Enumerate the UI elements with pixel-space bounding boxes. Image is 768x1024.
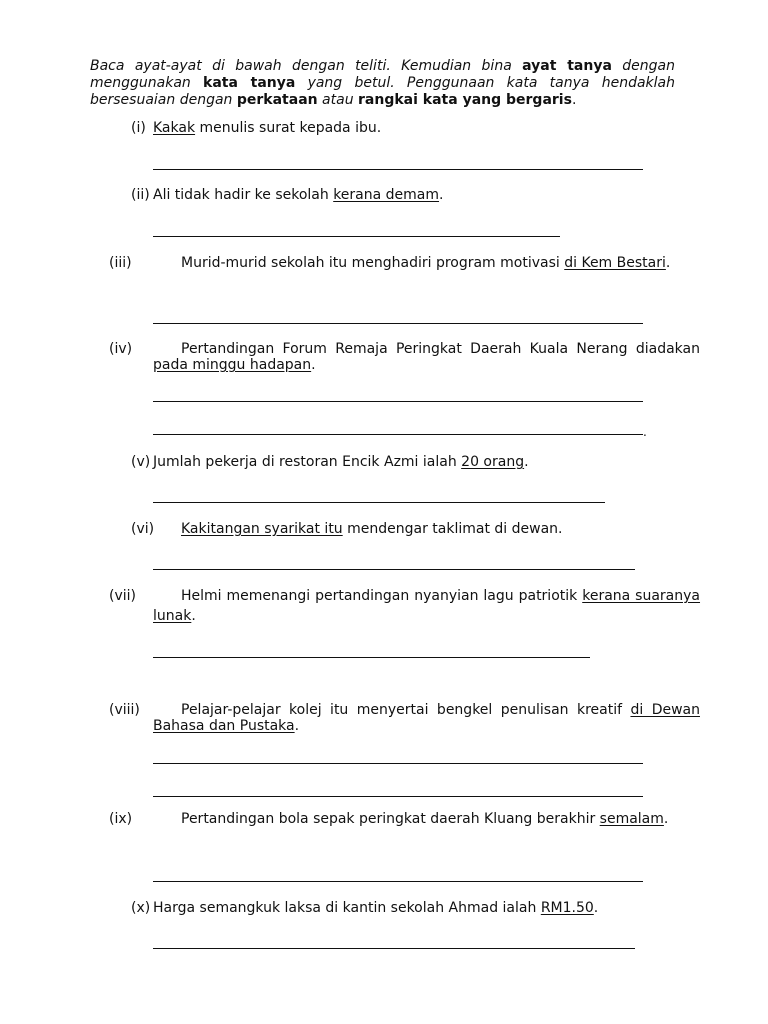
question-number: (i) bbox=[131, 120, 146, 136]
instructions-text-4: atau bbox=[317, 92, 359, 108]
instructions-bold-2: kata tanya bbox=[203, 75, 296, 91]
instructions-bold-1: ayat tanya bbox=[522, 58, 612, 74]
question-4 bbox=[109, 341, 700, 373]
question-3 bbox=[109, 253, 700, 273]
underlined-phrase: kerana demam bbox=[333, 187, 440, 203]
line-end-dot: . bbox=[643, 425, 647, 439]
question-number: (ix) bbox=[109, 811, 133, 827]
instructions-text-5: . bbox=[571, 92, 577, 108]
answer-line[interactable] bbox=[153, 323, 643, 324]
question-text: Ali tidak hadir ke sekolah bbox=[153, 187, 334, 203]
underlined-phrase: semalam bbox=[599, 811, 664, 827]
underlined-phrase: Kakak bbox=[153, 120, 196, 136]
answer-line[interactable] bbox=[153, 236, 560, 237]
underlined-phrase: di Kem Bestari bbox=[564, 255, 666, 271]
answer-line[interactable] bbox=[153, 434, 643, 435]
question-text-end: . bbox=[663, 811, 669, 827]
question-number: (viii) bbox=[109, 702, 140, 718]
instructions-text-3: yang betul. Penggunaan kata tanya hendaklah bersesuaian dengan bbox=[90, 75, 676, 108]
underlined-phrase: di Dewan Bahasa dan Pustaka bbox=[153, 702, 700, 734]
answer-line[interactable] bbox=[153, 169, 643, 170]
question-9 bbox=[109, 809, 700, 829]
question-number: (iv) bbox=[109, 341, 133, 357]
answer-line[interactable] bbox=[153, 569, 635, 570]
answer-line[interactable] bbox=[153, 763, 643, 764]
question-number: (v) bbox=[131, 454, 151, 470]
question-text: Pertandingan bola sepak peringkat daerah Kluang berakhir bbox=[181, 811, 600, 827]
answer-line[interactable] bbox=[153, 881, 643, 882]
question-text-end: . bbox=[524, 454, 529, 470]
answer-line[interactable] bbox=[153, 948, 635, 949]
question-5 bbox=[131, 452, 678, 472]
question-text: menulis surat kepada ibu. bbox=[195, 120, 382, 136]
question-1 bbox=[131, 118, 678, 138]
underlined-phrase: Kakitangan syarikat itu bbox=[181, 521, 343, 537]
question-text: mendengar taklimat di dewan. bbox=[342, 521, 563, 537]
answer-line[interactable] bbox=[153, 502, 605, 503]
question-10 bbox=[131, 898, 678, 918]
question-text: Pertandingan Forum Remaja Peringkat Daerah Kuala Nerang diadakan bbox=[181, 341, 700, 357]
answer-line[interactable] bbox=[153, 657, 590, 658]
instructions-text-2: dengan menggunakan bbox=[90, 58, 676, 91]
question-number: (vi) bbox=[131, 521, 155, 537]
question-text: Harga semangkuk laksa di kantin sekolah Ahmad ialah bbox=[153, 900, 541, 916]
question-text-end: . bbox=[665, 255, 671, 271]
question-text-end: . bbox=[311, 357, 316, 373]
question-number: (ii) bbox=[131, 187, 150, 203]
answer-line[interactable] bbox=[153, 796, 643, 797]
question-7 bbox=[109, 586, 701, 626]
instructions-paragraph bbox=[90, 58, 675, 109]
answer-line[interactable] bbox=[153, 401, 643, 402]
question-text: Helmi memenangi pertandingan nyanyian lagu patriotik bbox=[181, 588, 583, 604]
question-text: Pelajar-pelajar kolej itu menyertai bengkel penulisan kreatif bbox=[181, 702, 631, 718]
question-text-end: . bbox=[294, 718, 300, 734]
underlined-phrase: RM1.50 bbox=[540, 900, 594, 916]
underlined-phrase: pada minggu hadapan bbox=[153, 357, 312, 373]
instructions-bold-4: rangkai kata yang bergaris bbox=[358, 92, 572, 108]
question-text-end: . bbox=[593, 900, 599, 916]
question-number: (vii) bbox=[109, 588, 136, 604]
underlined-phrase: kerana suaranya lunak bbox=[153, 588, 701, 624]
question-text-end: . bbox=[191, 608, 196, 624]
question-8 bbox=[109, 702, 700, 734]
question-2 bbox=[131, 185, 678, 205]
underlined-phrase: 20 orang bbox=[461, 454, 525, 470]
question-number: (x) bbox=[131, 900, 151, 916]
question-6 bbox=[131, 519, 678, 539]
question-text: Jumlah pekerja di restoran Encik Azmi ialah bbox=[153, 454, 462, 470]
instructions-text-1: Baca ayat-ayat di bawah dengan teliti. Kemudian bina bbox=[90, 58, 523, 74]
question-text-end: . bbox=[439, 187, 444, 203]
question-number: (iii) bbox=[109, 255, 132, 271]
instructions-bold-3: perkataan bbox=[236, 92, 318, 108]
question-text: Murid-murid sekolah itu menghadiri program motivasi bbox=[181, 255, 565, 271]
